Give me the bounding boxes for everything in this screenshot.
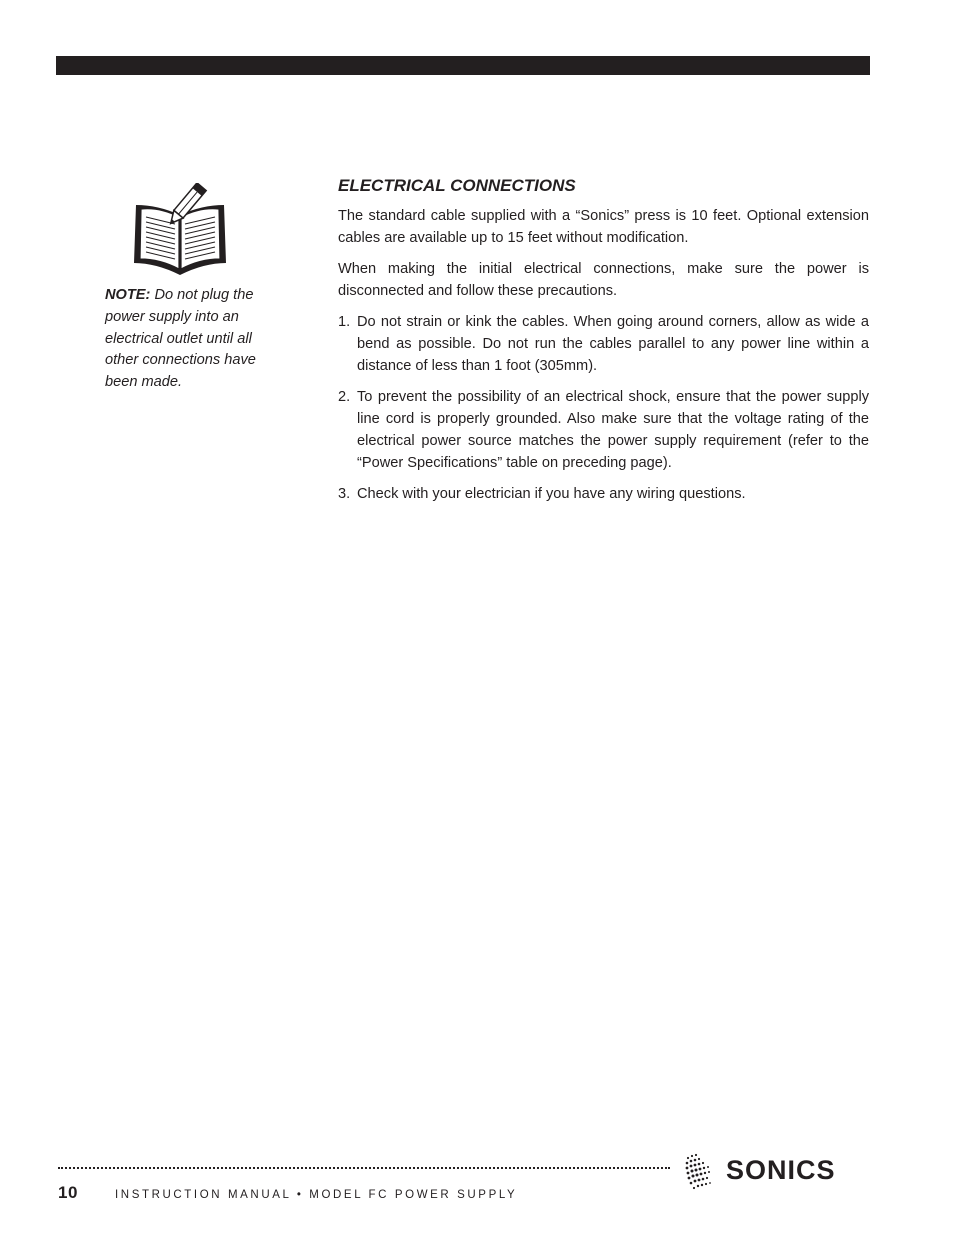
list-item-number: 3. [338,486,351,502]
list-item [338,483,869,505]
logo-text: SONICS [726,1155,836,1185]
page-number: 10 [58,1183,78,1202]
list-item-number: 1. [338,314,351,330]
note-body: Do not plug the power supply into an electrical outlet until all other connections have been made. [105,287,256,391]
footer-title: INSTRUCTION MANUAL • MODEL FC POWER SUPPLY [115,1189,518,1201]
header-bar [56,56,870,75]
sonics-logo [684,1150,870,1194]
note-label: NOTE: [105,287,151,303]
list-item-number: 2. [338,389,351,405]
precautions-list [338,311,869,505]
paragraph: The standard cable supplied with a “Sonics” press is 10 feet. Optional extension cables are available up to 15 feet without modification. [338,208,869,246]
book-pencil-icon [130,183,230,278]
list-item [338,311,869,377]
main-content [338,175,869,514]
list-item-text: Check with your electrician if you have any wiring questions. [357,486,746,502]
side-note [105,285,275,394]
sonics-dot-mark-icon [684,1152,716,1192]
list-item-text: To prevent the possibility of an electrical shock, ensure that the power supply line cord is properly grounded. Also make sure that the voltage rating of the electrical power source matches the power supply requirement (refer to the “Power Specifications” table on preceding page). [357,389,869,471]
list-item-text: Do not strain or kink the cables. When going around corners, allow as wide a bend as possible. Do not run the cables parallel to any power line within a distance of less than 1 foot (305mm). [357,314,869,374]
footer-divider [58,1167,670,1169]
list-item [338,386,869,474]
section-heading: ELECTRICAL CONNECTIONS [338,176,576,195]
paragraph: When making the initial electrical connections, make sure the power is disconnected and follow these precautions. [338,261,869,299]
